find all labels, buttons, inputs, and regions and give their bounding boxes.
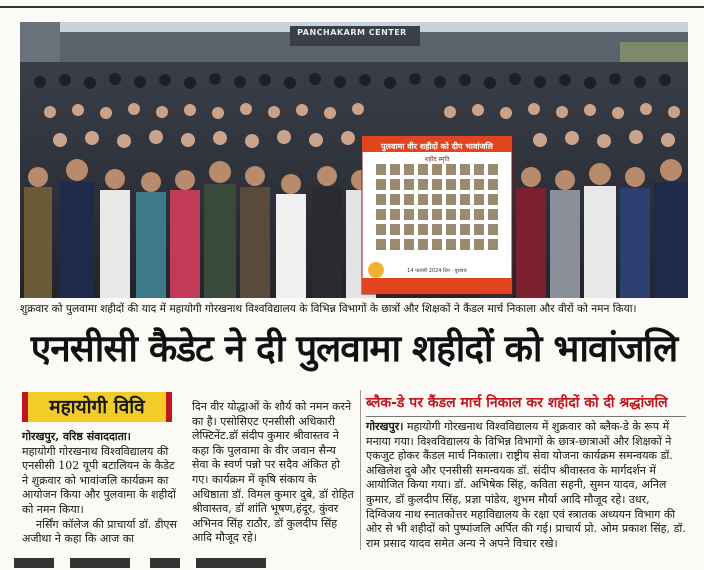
paragraph: दिन वीर योद्धाओं के शौर्य को नमन करने का है। एसोसिएट एनसीसी अधिकारी लेफ्टिनेंट.डॉ संदीप कुमार श्रीवास्तव ने कहा कि पुलवामा के वीर जवान सैन्य सेवा के स्वर्ण पन्नो पर सदैव अंकित हो गए। कार्यक्रम में कृषि संकाय के अधिष्ठाता डॉ. विमल कुमार दुबे, डॉ रोहित श्रीवास्तव, डॉ शांति भूषण,हंदूर, कुंवर अभिनव सिंह राठौर, डॉ कुलदीप सिंह आदि मौजूद रहे। xyxy=(192,400,354,545)
headline: एनसीसी कैडेट ने दी पुलवामा शहीदों को भावांजलि xyxy=(30,327,678,370)
column-separator xyxy=(360,390,361,550)
banner-title: पुलवामा वीर शहीदों को दीप भावांजलि xyxy=(381,142,493,151)
dateline: गोरखपुर। xyxy=(366,420,404,433)
news-photo xyxy=(20,22,688,298)
photo-caption: शुक्रवार को पुलवामा शहीदों की याद में महायोगी गोरखनाथ विश्वविद्यालय के विभिन्न विभागों के छात्रों और शिक्षकों ने कैंडल मार्च निकाला और वीरों को नमन किया। xyxy=(20,303,637,315)
paragraph: महायोगी गोरखनाथ विश्वविद्यालय की एनसीसी 102 यूपी बटालियन के कैडेट ने शुक्रवार को भावांजलि कार्यक्रम का आयोजन किया और पुलवामा के शहीदों को नमन किया। xyxy=(22,444,176,516)
paragraph xyxy=(366,420,688,551)
article-column-2 xyxy=(192,400,354,546)
paragraph-text: महायोगी गोरखनाथ विश्वविद्यालय में शुक्रवार को ब्लैक-डे के रूप में मनाया गया। विश्वविद्यालय के विभिन्न विभागों के छात्र-छात्राओं और शिक्षकों ने एकजुट होकर कैंडल मार्च निकाला। राष्ट्रीय सेवा योजना कार्यक्रम समन्वयक डॉ. अखिलेश दुबे और एनसीसी समन्वयक डॉ. संदीप श्रीवास्तव के मार्गदर्शन में आयोजित किया गया। डॉ. अभिषेक सिंह, कविता सहनी, सुमन यादव, अनिल कुमार, डॉ कुलदीप सिंह, प्रज्ञा पांडेय, शुभम मौर्या आदि मौजूद रहे। उधर, दिग्विजय नाथ स्नातकोत्तर महाविद्यालय के रक्षा एवं स्त्रातक अध्ययन विभाग की ओर से भी शहीदों को पुष्पांजलि अर्पित की गई। प्राचार्य प्रो. ओम प्रकाश सिंह, डॉ. राम प्रसाद यादव समेत अन्य ने अपने विचार रखे। xyxy=(366,420,686,550)
crowd-photo-illustration xyxy=(20,22,688,298)
section-kicker-left: महायोगी विवि xyxy=(22,392,172,422)
paragraph: नर्सिंग कॉलेज की प्राचार्या डॉ. डीएस अजीथा ने कहा कि आज का xyxy=(22,517,177,546)
banner-subtitle: शहीद स्मृति xyxy=(424,156,450,163)
article-column-1 xyxy=(22,430,184,547)
banner-date: 14 फरवरी 2024 दिन - बुधवार xyxy=(407,268,467,274)
section-kicker-right: ब्लैक-डे पर कैंडल मार्च निकाल कर शहीदों को दी श्रद्धांजलि xyxy=(366,395,668,411)
dateline: गोरखपुर, वरिष्ठ संवाददाता। xyxy=(22,430,131,443)
article-column-3 xyxy=(366,420,688,551)
page-top-rule xyxy=(0,6,704,8)
building-sign: PANCHAKARM CENTER xyxy=(297,28,407,37)
kicker-rule xyxy=(366,416,686,417)
bottom-cut-text xyxy=(0,556,704,570)
